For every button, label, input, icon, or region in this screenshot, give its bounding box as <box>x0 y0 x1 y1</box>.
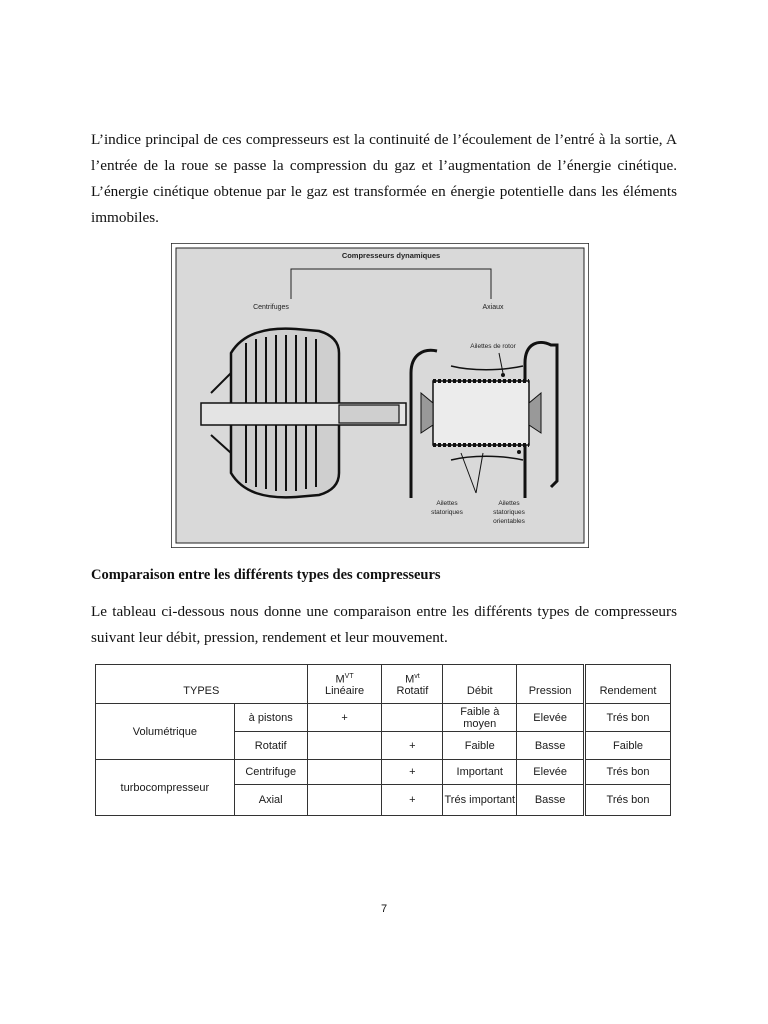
comparison-table <box>95 664 671 816</box>
rotor-blades-label: Ailettes de rotor <box>470 343 516 350</box>
intro-line: L’indice principal de ces compresseurs est la continuité de l’écoulement de l’entré à la sortie, A <box>91 131 677 148</box>
intro-line: L’énergie cinétique obtenue par le gaz est transformée en énergie potentielle dans les éléments <box>91 183 677 200</box>
stator-label: statoriques <box>431 509 463 516</box>
adjustable-stator-label: orientables <box>493 518 525 525</box>
rotary-cell <box>382 704 443 732</box>
header-linear-m: M <box>335 673 345 686</box>
rotary-cell: + <box>382 732 443 760</box>
group-name: Volumétrique <box>96 704 235 760</box>
table-row <box>96 704 671 732</box>
table-row <box>96 760 671 785</box>
header-rotary-label: Rotatif <box>396 685 429 698</box>
debit-cell: Important <box>443 760 517 785</box>
header-linear-label: Linéaire <box>324 685 365 698</box>
rendement-cell: Trés bon <box>585 760 671 785</box>
header-linear <box>307 665 382 704</box>
intro-line: immobiles. <box>91 209 159 226</box>
adjustable-stator-label: Ailettes <box>498 500 520 507</box>
pression-cell: Basse <box>517 785 585 816</box>
header-linear-sup: VT <box>344 672 354 680</box>
header-debit: Débit <box>443 665 517 704</box>
linear-cell <box>307 732 382 760</box>
intro-paragraph <box>91 127 677 231</box>
figure-left-label: Centrifuges <box>253 304 289 311</box>
rotary-cell: + <box>382 760 443 785</box>
subtype-cell: à pistons <box>234 704 307 732</box>
header-rotary-sup: vt <box>414 672 420 680</box>
rendement-cell: Faible <box>585 732 671 760</box>
header-rendement: Rendement <box>585 665 671 704</box>
header-pression: Pression <box>517 665 585 704</box>
intro-line: l’entrée de la roue se passe la compression du gaz et l’augmentation de l’énergie cinétique. <box>91 157 677 174</box>
stator-label: Ailettes <box>436 500 458 507</box>
comparison-paragraph <box>91 599 677 651</box>
linear-cell: + <box>307 704 382 732</box>
subtype-cell: Rotatif <box>234 732 307 760</box>
rotary-cell: + <box>382 785 443 816</box>
group-name: turbocompresseur <box>96 760 235 816</box>
header-types: TYPES <box>96 665 308 704</box>
comparison-line: Le tableau ci-dessous nous donne une comparaison entre les différents types de compresseurs <box>91 603 677 620</box>
figure-title: Compresseurs dynamiques <box>341 251 441 260</box>
rendement-cell: Trés bon <box>585 785 671 816</box>
pression-cell: Basse <box>517 732 585 760</box>
subtype-cell: Centrifuge <box>234 760 307 785</box>
header-rotary <box>382 665 443 704</box>
debit-cell: Trés important <box>443 785 517 816</box>
debit-cell: Faible <box>443 732 517 760</box>
header-rotary-m: M <box>405 673 415 686</box>
pression-cell: Elevée <box>517 760 585 785</box>
figure-right-label: Axiaux <box>482 304 504 311</box>
section-heading: Comparaison entre les différents types des compresseurs <box>91 567 441 583</box>
comparison-line: suivant leur débit, pression, rendement et leur mouvement. <box>91 629 448 646</box>
linear-cell <box>307 785 382 816</box>
linear-cell <box>307 760 382 785</box>
compressor-figure <box>171 243 589 548</box>
rendement-cell: Trés bon <box>585 704 671 732</box>
page-number: 7 <box>380 903 388 915</box>
subtype-cell: Axial <box>234 785 307 816</box>
debit-cell: Faible à moyen <box>443 704 517 732</box>
table-header-row <box>96 665 671 704</box>
adjustable-stator-label: statoriques <box>493 509 525 516</box>
pression-cell: Elevée <box>517 704 585 732</box>
